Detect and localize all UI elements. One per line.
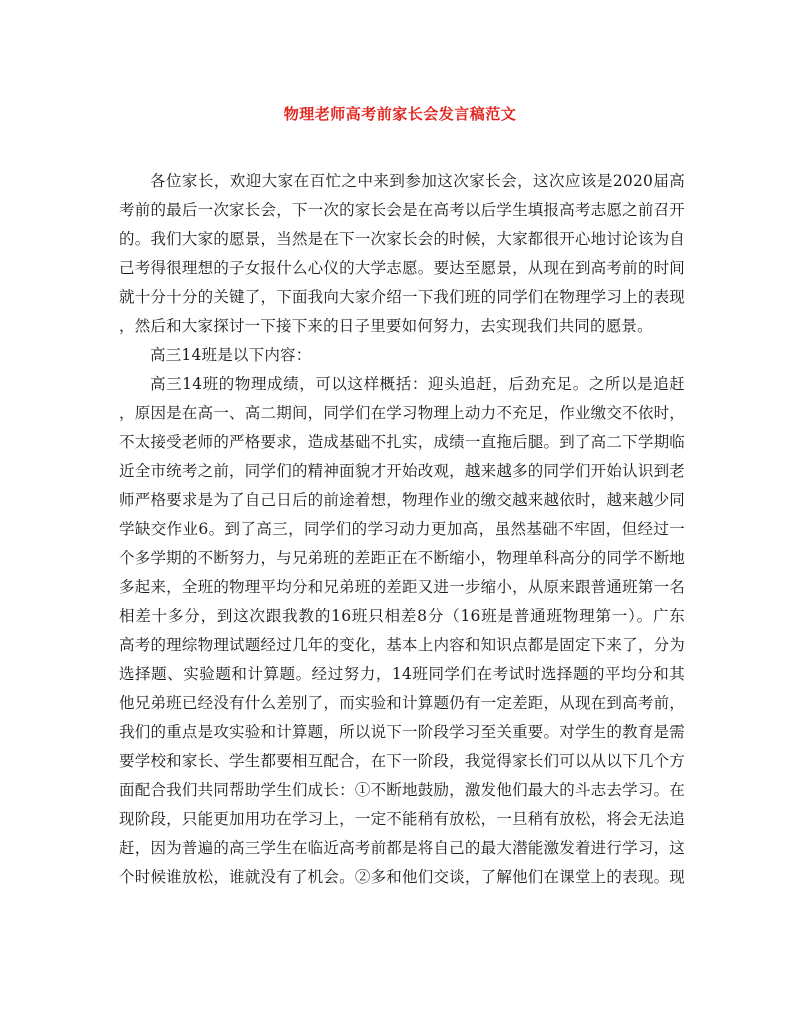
paragraph-line: 个时候谁放松，谁就没有了机会。②多和他们交谈，了解他们在课堂上的表现。现 (119, 868, 685, 886)
paragraph-line: 己考得很理想的子女报什么心仪的大学志愿。要达至愿景，从现在到高考前的时间 (119, 259, 685, 277)
paragraph-line: 相差十多分，到这次跟我教的16班只相差8分（16班是普通班物理第一）。广东 (119, 607, 685, 625)
paragraph-line: 高考的理综物理试题经过几年的变化，基本上内容和知识点都是固定下来了，分为 (119, 636, 685, 654)
paragraph-line: 各位家长，欢迎大家在百忙之中来到参加这次家长会，这次应该是2020届高 (150, 172, 685, 190)
paragraph-line: 多起来，全班的物理平均分和兄弟班的差距又进一步缩小，从原来跟普通班第一名 (119, 578, 685, 596)
paragraph-line: ，原因是在高一、高二期间，同学们在学习物理上动力不充足，作业缴交不依时， (119, 404, 685, 422)
paragraph-line: 选择题、实验题和计算题。经过努力，14班同学们在考试时选择题的平均分和其 (119, 665, 685, 683)
paragraph-line: 他兄弟班已经没有什么差别了，而实验和计算题仍有一定差距，从现在到高考前， (119, 694, 685, 712)
paragraph-line: 个多学期的不断努力，与兄弟班的差距正在不断缩小，物理单科高分的同学不断地 (119, 549, 685, 567)
paragraph-line: 面配合我们共同帮助学生们成长：①不断地鼓励，激发他们最大的斗志去学习。在 (119, 781, 685, 799)
paragraph-line: 考前的最后一次家长会，下一次的家长会是在高考以后学生填报高考志愿之前召开 (119, 201, 685, 219)
paragraph-line: ，然后和大家探讨一下接下来的日子里要如何努力，去实现我们共同的愿景。 (119, 317, 653, 335)
paragraph-line: 要学校和家长、学生都要相互配合，在下一阶段，我觉得家长们可以从以下几个方 (119, 752, 685, 770)
paragraph-line: 不太接受老师的严格要求，造成基础不扎实，成绩一直拖后腿。到了高二下学期临 (119, 433, 685, 451)
paragraph-line: 我们的重点是攻实验和计算题，所以说下一阶段学习至关重要。对学生的教育是需 (119, 723, 685, 741)
paragraph-line: 就十分十分的关键了，下面我向大家介绍一下我们班的同学们在物理学习上的表现 (119, 288, 685, 306)
paragraph-line: 的。我们大家的愿景，当然是在下一次家长会的时候，大家都很开心地讨论该为自 (119, 230, 685, 248)
paragraph-line: 学缺交作业6。到了高三，同学们的学习动力更加高，虽然基础不牢固，但经过一 (119, 520, 685, 538)
document-title: 物理老师高考前家长会发言稿范文 (283, 105, 517, 123)
paragraph-line: 近全市统考之前，同学们的精神面貌才开始改观，越来越多的同学们开始认识到老 (119, 462, 685, 480)
paragraph-line: 赶，因为普遍的高三学生在临近高考前都是将自己的最大潜能激发着进行学习，这 (119, 839, 685, 857)
paragraph-line: 师严格要求是为了自己日后的前途着想，物理作业的缴交越来越依时，越来越少同 (119, 491, 685, 509)
section-heading: 高三14班是以下内容： (150, 346, 312, 364)
paragraph-line: 现阶段，只能更加用功在学习上，一定不能稍有放松，一旦稍有放松，将会无法追 (119, 810, 685, 828)
paragraph-line: 高三14班的物理成绩，可以这样概括：迎头追赶，后劲充足。之所以是追赶 (150, 375, 685, 393)
